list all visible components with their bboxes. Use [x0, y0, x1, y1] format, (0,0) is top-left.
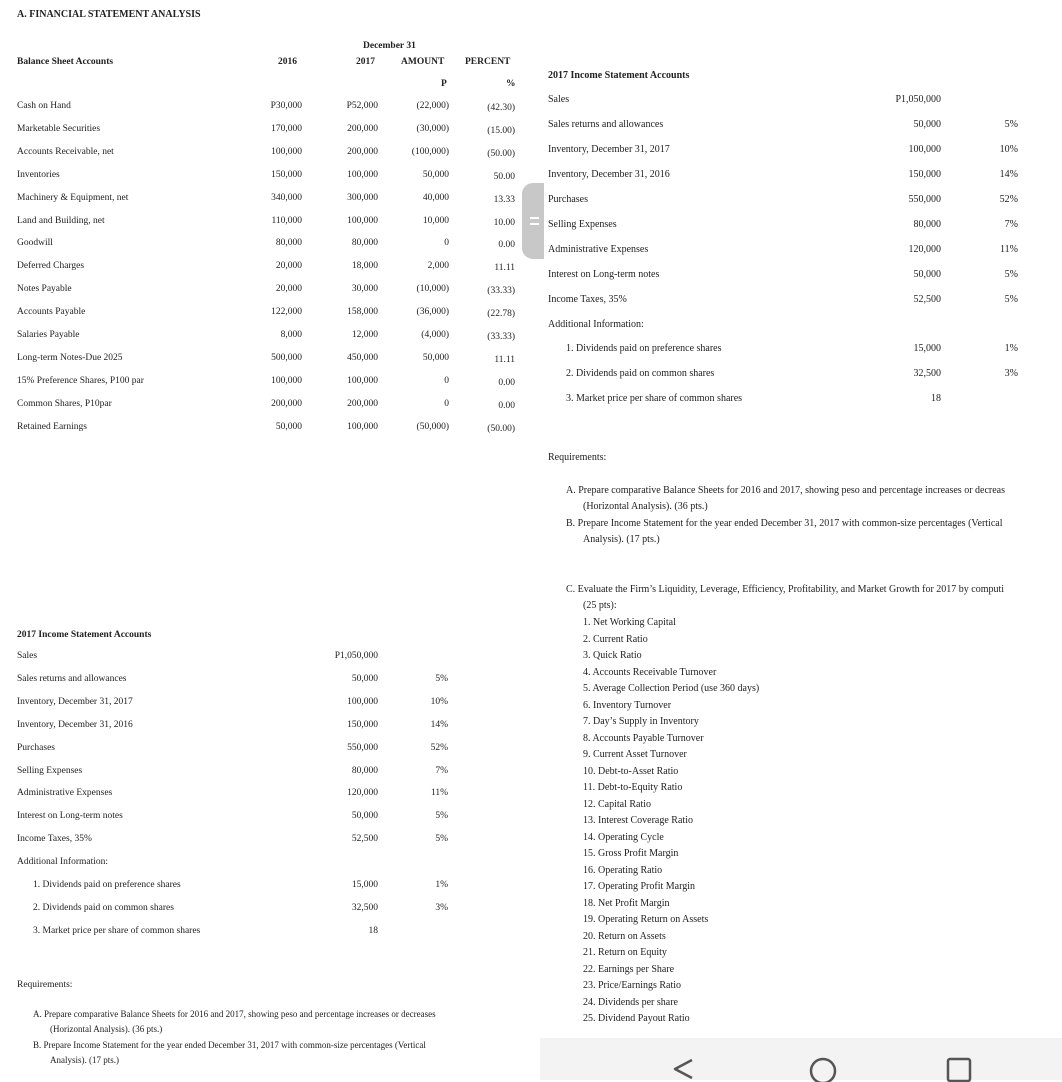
list-item — [0, 368, 1062, 391]
item-name: Sales — [17, 651, 38, 661]
item-amount: 32,500 — [913, 368, 941, 379]
value-2017: 200,000 — [347, 123, 378, 134]
change-percent: (42.30) — [487, 103, 515, 113]
item-amount: 15,000 — [351, 880, 378, 890]
item-amount: 18 — [931, 393, 941, 404]
item-name: Interest on Long-term notes — [17, 811, 123, 822]
value-2017: 200,000 — [347, 398, 378, 409]
item-amount: 150,000 — [347, 719, 378, 730]
value-2017: 100,000 — [347, 421, 378, 432]
value-2016: P30,000 — [270, 101, 302, 111]
requirements-label-right: Requirements: — [548, 452, 607, 463]
header-percent: PERCENT — [465, 57, 511, 67]
list-item — [0, 144, 1062, 167]
change-percent: 13.33 — [493, 194, 515, 205]
change-amount: 10,000 — [422, 215, 449, 226]
item-amount: 120,000 — [347, 788, 378, 799]
item-amount: 52,500 — [913, 294, 941, 305]
item-amount: 80,000 — [913, 219, 941, 230]
header-amount: AMOUNT — [401, 57, 445, 67]
item-name: 3. Market price per share of common shares — [566, 393, 743, 404]
item-name: 2. Dividends paid on common shares — [566, 368, 715, 379]
change-amount: (100,000) — [411, 146, 449, 157]
item-amount: 50,000 — [913, 269, 941, 280]
value-2016: 8,000 — [280, 330, 302, 340]
value-2017: 450,000 — [347, 352, 378, 363]
item-percent: 3% — [435, 902, 448, 913]
change-amount: 0 — [444, 238, 449, 249]
list-item — [0, 697, 1062, 720]
item-percent: 10% — [999, 144, 1018, 155]
list-item — [0, 651, 1062, 674]
ratio-item: 11. Debt-to-Equity Ratio — [583, 782, 683, 793]
item-amount: 100,000 — [347, 696, 378, 707]
change-amount: 40,000 — [422, 192, 449, 203]
list-item — [0, 766, 1062, 789]
ratio-item: 4. Accounts Receivable Turnover — [583, 666, 717, 678]
ratio-item: 10. Debt-to-Asset Ratio — [583, 765, 679, 777]
list-item — [0, 94, 1062, 117]
ratio-item: 12. Capital Ratio — [583, 798, 652, 810]
ratio-list — [583, 615, 759, 1028]
account-name: Common Shares, P10par — [17, 398, 112, 409]
item-name: 1. Dividends paid on preference shares — [566, 343, 722, 354]
item-name: 3. Market price per share of common shares — [33, 925, 201, 936]
requirement-a-line1-right: A. Prepare comparative Balance Sheets for 2016 and 2017, showing peso and percentage increases or decreas — [566, 485, 1005, 496]
ratio-item: 19. Operating Return on Assets — [583, 914, 709, 925]
change-percent: (22.78) — [487, 309, 515, 320]
item-amount: P1,050,000 — [334, 651, 378, 661]
item-amount: 50,000 — [351, 811, 378, 822]
item-amount: 120,000 — [908, 244, 941, 255]
item-name: 2. Dividends paid on common shares — [33, 902, 174, 913]
ratio-item: 16. Operating Ratio — [583, 864, 663, 876]
change-percent: 0.00 — [498, 377, 515, 388]
list-item — [0, 743, 1062, 766]
table-row — [0, 422, 530, 445]
ratio-item: 17. Operating Profit Margin — [583, 881, 696, 892]
item-name: Income Taxes, 35% — [548, 294, 627, 305]
item-name: Interest on Long-term notes — [548, 269, 660, 280]
ratio-item: 21. Return on Equity — [583, 947, 667, 958]
header-2017: 2017 — [356, 57, 375, 67]
change-percent: 50.00 — [493, 171, 515, 182]
requirement-b-line1-right: B. Prepare Income Statement for the year ended December 31, 2017 with common-size percentages (Vertical — [566, 518, 1003, 529]
value-2016: 100,000 — [271, 146, 302, 157]
ratio-item: 3. Quick Ratio — [583, 650, 642, 661]
list-item — [0, 880, 1062, 903]
change-percent: 0.00 — [498, 400, 515, 411]
item-amount: 32,500 — [351, 902, 378, 913]
account-name: Cash on Hand — [17, 101, 71, 111]
ratio-item: 6. Inventory Turnover — [583, 699, 672, 711]
item-percent: 5% — [435, 834, 448, 845]
change-amount: (4,000) — [421, 330, 449, 340]
navigation-bar — [540, 1038, 1062, 1080]
item-amount: 150,000 — [908, 169, 941, 180]
value-2016: 110,000 — [271, 215, 302, 226]
item-percent: 52% — [430, 742, 448, 753]
ratio-item: 5. Average Collection Period (use 360 days) — [583, 683, 760, 694]
item-percent: 11% — [1000, 244, 1018, 255]
change-percent: (15.00) — [487, 125, 515, 136]
item-name: Inventory, December 31, 2017 — [548, 144, 670, 155]
item-percent: 5% — [1004, 119, 1018, 130]
account-name: Retained Earnings — [17, 421, 87, 432]
value-2016: 20,000 — [275, 261, 302, 272]
list-item — [0, 294, 1062, 320]
account-name: Inventories — [17, 169, 60, 180]
value-2016: 122,000 — [271, 307, 302, 318]
requirement-a-line2-right: (Horizontal Analysis). (36 pts.) — [583, 501, 708, 512]
list-item — [0, 674, 1062, 697]
item-name: Sales — [548, 94, 570, 105]
account-name: Long-term Notes-Due 2025 — [17, 352, 123, 363]
value-2016: 500,000 — [271, 352, 302, 363]
change-percent: 0.00 — [498, 240, 515, 251]
account-name: Accounts Payable — [17, 307, 86, 318]
item-percent: 7% — [435, 765, 448, 776]
header-2016: 2016 — [278, 57, 297, 67]
requirement-a-line2-left: (Horizontal Analysis). (36 pts.) — [50, 1024, 163, 1034]
account-name: Accounts Receivable, net — [17, 146, 114, 157]
change-amount: (10,000) — [416, 284, 449, 295]
change-percent: (50.00) — [487, 148, 515, 159]
item-amount: 100,000 — [908, 144, 941, 155]
list-item — [0, 834, 1062, 857]
balance-sheet-header: Balance Sheet Accounts — [17, 57, 114, 67]
change-amount: 50,000 — [422, 169, 449, 180]
value-2016: 80,000 — [275, 238, 302, 249]
list-item — [0, 811, 1062, 834]
requirement-b-line2-right: Analysis). (17 pts.) — [583, 534, 660, 545]
item-percent: 5% — [1004, 294, 1018, 305]
document-title: A. FINANCIAL STATEMENT ANALYSIS — [17, 9, 201, 20]
item-percent: 11% — [430, 788, 448, 799]
item-name: 1. Dividends paid on preference shares — [33, 880, 181, 890]
account-name: Deferred Charges — [17, 261, 85, 272]
home-circle-icon[interactable] — [808, 1056, 838, 1082]
item-percent: 1% — [1004, 343, 1018, 354]
item-percent: 7% — [1004, 219, 1018, 230]
requirement-c-line2: (25 pts): — [583, 600, 617, 611]
value-2017: 80,000 — [351, 238, 378, 249]
subheader-peso: P — [441, 79, 447, 89]
ratio-item: 8. Accounts Payable Turnover — [583, 732, 704, 744]
back-triangle-icon[interactable] — [670, 1056, 696, 1082]
item-name: Selling Expenses — [17, 765, 83, 776]
item-name: Inventory, December 31, 2017 — [17, 696, 133, 707]
value-2017: 30,000 — [351, 284, 378, 295]
ratio-item: 1. Net Working Capital — [583, 617, 676, 628]
item-percent: 52% — [999, 194, 1018, 205]
ratio-item: 18. Net Profit Margin — [583, 897, 670, 909]
list-item — [0, 194, 1062, 217]
item-amount: 550,000 — [347, 742, 378, 753]
value-2017: 300,000 — [347, 192, 378, 203]
change-percent: 11.11 — [494, 263, 515, 274]
value-2016: 50,000 — [275, 421, 302, 432]
ratio-item: 22. Earnings per Share — [583, 963, 675, 975]
ratio-item: 9. Current Asset Turnover — [583, 749, 687, 760]
list-item — [0, 720, 1062, 743]
subheader-percent: % — [506, 79, 516, 89]
account-name: Marketable Securities — [17, 123, 101, 134]
change-amount: 0 — [444, 398, 449, 409]
change-amount: 50,000 — [422, 352, 449, 363]
item-name: Sales returns and allowances — [17, 673, 127, 684]
item-name: Purchases — [548, 194, 588, 205]
item-percent: 14% — [999, 169, 1018, 180]
ratio-item: 15. Gross Profit Margin — [583, 848, 679, 859]
ratio-item: 20. Return on Assets — [583, 930, 666, 942]
header-december-31: December 31 — [363, 41, 416, 51]
ratio-item: 23. Price/Earnings Ratio — [583, 980, 682, 991]
value-2017: 18,000 — [351, 261, 378, 272]
recents-square-icon[interactable] — [946, 1056, 974, 1082]
item-percent: 5% — [435, 673, 448, 684]
value-2016: 150,000 — [271, 169, 302, 180]
value-2016: 20,000 — [275, 284, 302, 295]
list-item — [0, 119, 1062, 142]
item-name: Administrative Expenses — [17, 788, 113, 799]
item-amount: 18 — [368, 925, 378, 936]
item-percent: 14% — [430, 719, 448, 730]
account-name: Notes Payable — [17, 284, 72, 295]
additional-info-label-right: Additional Information: — [548, 319, 644, 330]
list-item — [0, 169, 1062, 192]
requirement-c-line1: C. Evaluate the Firm’s Liquidity, Leverage, Efficiency, Profitability, and Market Growth for 2017 by computi — [566, 584, 1005, 595]
ratio-item: 14. Operating Cycle — [583, 831, 664, 843]
requirement-a-line1-left: A. Prepare comparative Balance Sheets for 2016 and 2017, showing peso and percentage increases or decreases — [33, 1009, 436, 1019]
value-2017: 158,000 — [347, 307, 378, 318]
requirements-label-left: Requirements: — [17, 980, 73, 990]
item-percent: 10% — [430, 696, 448, 707]
list-item — [0, 343, 1062, 366]
account-name: 15% Preference Shares, P100 par — [17, 375, 144, 386]
item-name: Administrative Expenses — [548, 244, 649, 255]
item-name: Purchases — [17, 742, 55, 753]
item-name: Inventory, December 31, 2016 — [548, 169, 670, 180]
item-amount: 52,500 — [351, 834, 378, 845]
income-statement-header: 2017 Income Statement Accounts — [17, 630, 152, 640]
item-name: Sales returns and allowances — [548, 119, 664, 130]
value-2016: 100,000 — [271, 375, 302, 386]
list-item — [0, 788, 1062, 811]
item-percent: 1% — [435, 880, 448, 890]
item-amount: 50,000 — [913, 119, 941, 130]
item-name: Inventory, December 31, 2016 — [17, 719, 133, 730]
change-amount: (50,000) — [416, 421, 449, 432]
list-item — [0, 926, 1062, 949]
additional-info-label-left: Additional Information: — [17, 857, 109, 867]
value-2017: 12,000 — [351, 330, 378, 340]
list-item — [0, 269, 1062, 295]
change-amount: 2,000 — [427, 261, 449, 272]
list-item — [0, 903, 1062, 926]
change-amount: (22,000) — [416, 101, 449, 111]
ratio-item: 24. Dividends per share — [583, 996, 678, 1008]
list-item — [0, 219, 1062, 242]
item-amount: 50,000 — [351, 673, 378, 684]
requirement-b-line2-left: Analysis). (17 pts.) — [50, 1055, 119, 1065]
ratio-item: 13. Interest Coverage Ratio — [583, 815, 693, 826]
item-amount: P1,050,000 — [895, 94, 941, 105]
change-percent: 10.00 — [493, 217, 515, 228]
change-percent: (33.33) — [487, 286, 515, 297]
change-amount: (36,000) — [416, 307, 449, 318]
item-percent: 3% — [1004, 368, 1018, 379]
ratio-item: 25. Dividend Payout Ratio — [583, 1013, 690, 1024]
change-percent: (33.33) — [487, 332, 515, 342]
account-name: Salaries Payable — [17, 330, 80, 340]
item-name: Selling Expenses — [548, 219, 617, 230]
change-amount: (30,000) — [416, 123, 449, 134]
item-amount: 550,000 — [908, 194, 941, 205]
ratio-item: 7. Day’s Supply in Inventory — [583, 716, 699, 727]
value-2017: P52,000 — [346, 101, 378, 111]
account-name: Land and Building, net — [17, 215, 105, 226]
income-statement-header-right: 2017 Income Statement Accounts — [548, 70, 690, 81]
list-item — [0, 244, 1062, 267]
change-amount: 0 — [444, 375, 449, 386]
item-amount: 15,000 — [913, 343, 941, 354]
account-name: Goodwill — [17, 238, 53, 249]
item-percent: 5% — [1004, 269, 1018, 280]
list-item — [0, 393, 1062, 416]
value-2016: 340,000 — [271, 192, 302, 203]
change-percent: 11.11 — [494, 354, 515, 365]
value-2016: 200,000 — [271, 398, 302, 409]
value-2017: 100,000 — [347, 169, 378, 180]
value-2016: 170,000 — [271, 123, 302, 134]
item-percent: 5% — [435, 811, 448, 822]
item-amount: 80,000 — [351, 765, 378, 776]
value-2017: 100,000 — [347, 375, 378, 386]
ratio-item: 2. Current Ratio — [583, 633, 648, 645]
value-2017: 200,000 — [347, 146, 378, 157]
requirement-b-line1-left: B. Prepare Income Statement for the year ended December 31, 2017 with common-size percentages (Vertical — [33, 1040, 426, 1050]
value-2017: 100,000 — [347, 215, 378, 226]
item-name: Income Taxes, 35% — [17, 834, 92, 845]
change-percent: (50.00) — [487, 423, 515, 434]
account-name: Machinery & Equipment, net — [17, 192, 129, 203]
